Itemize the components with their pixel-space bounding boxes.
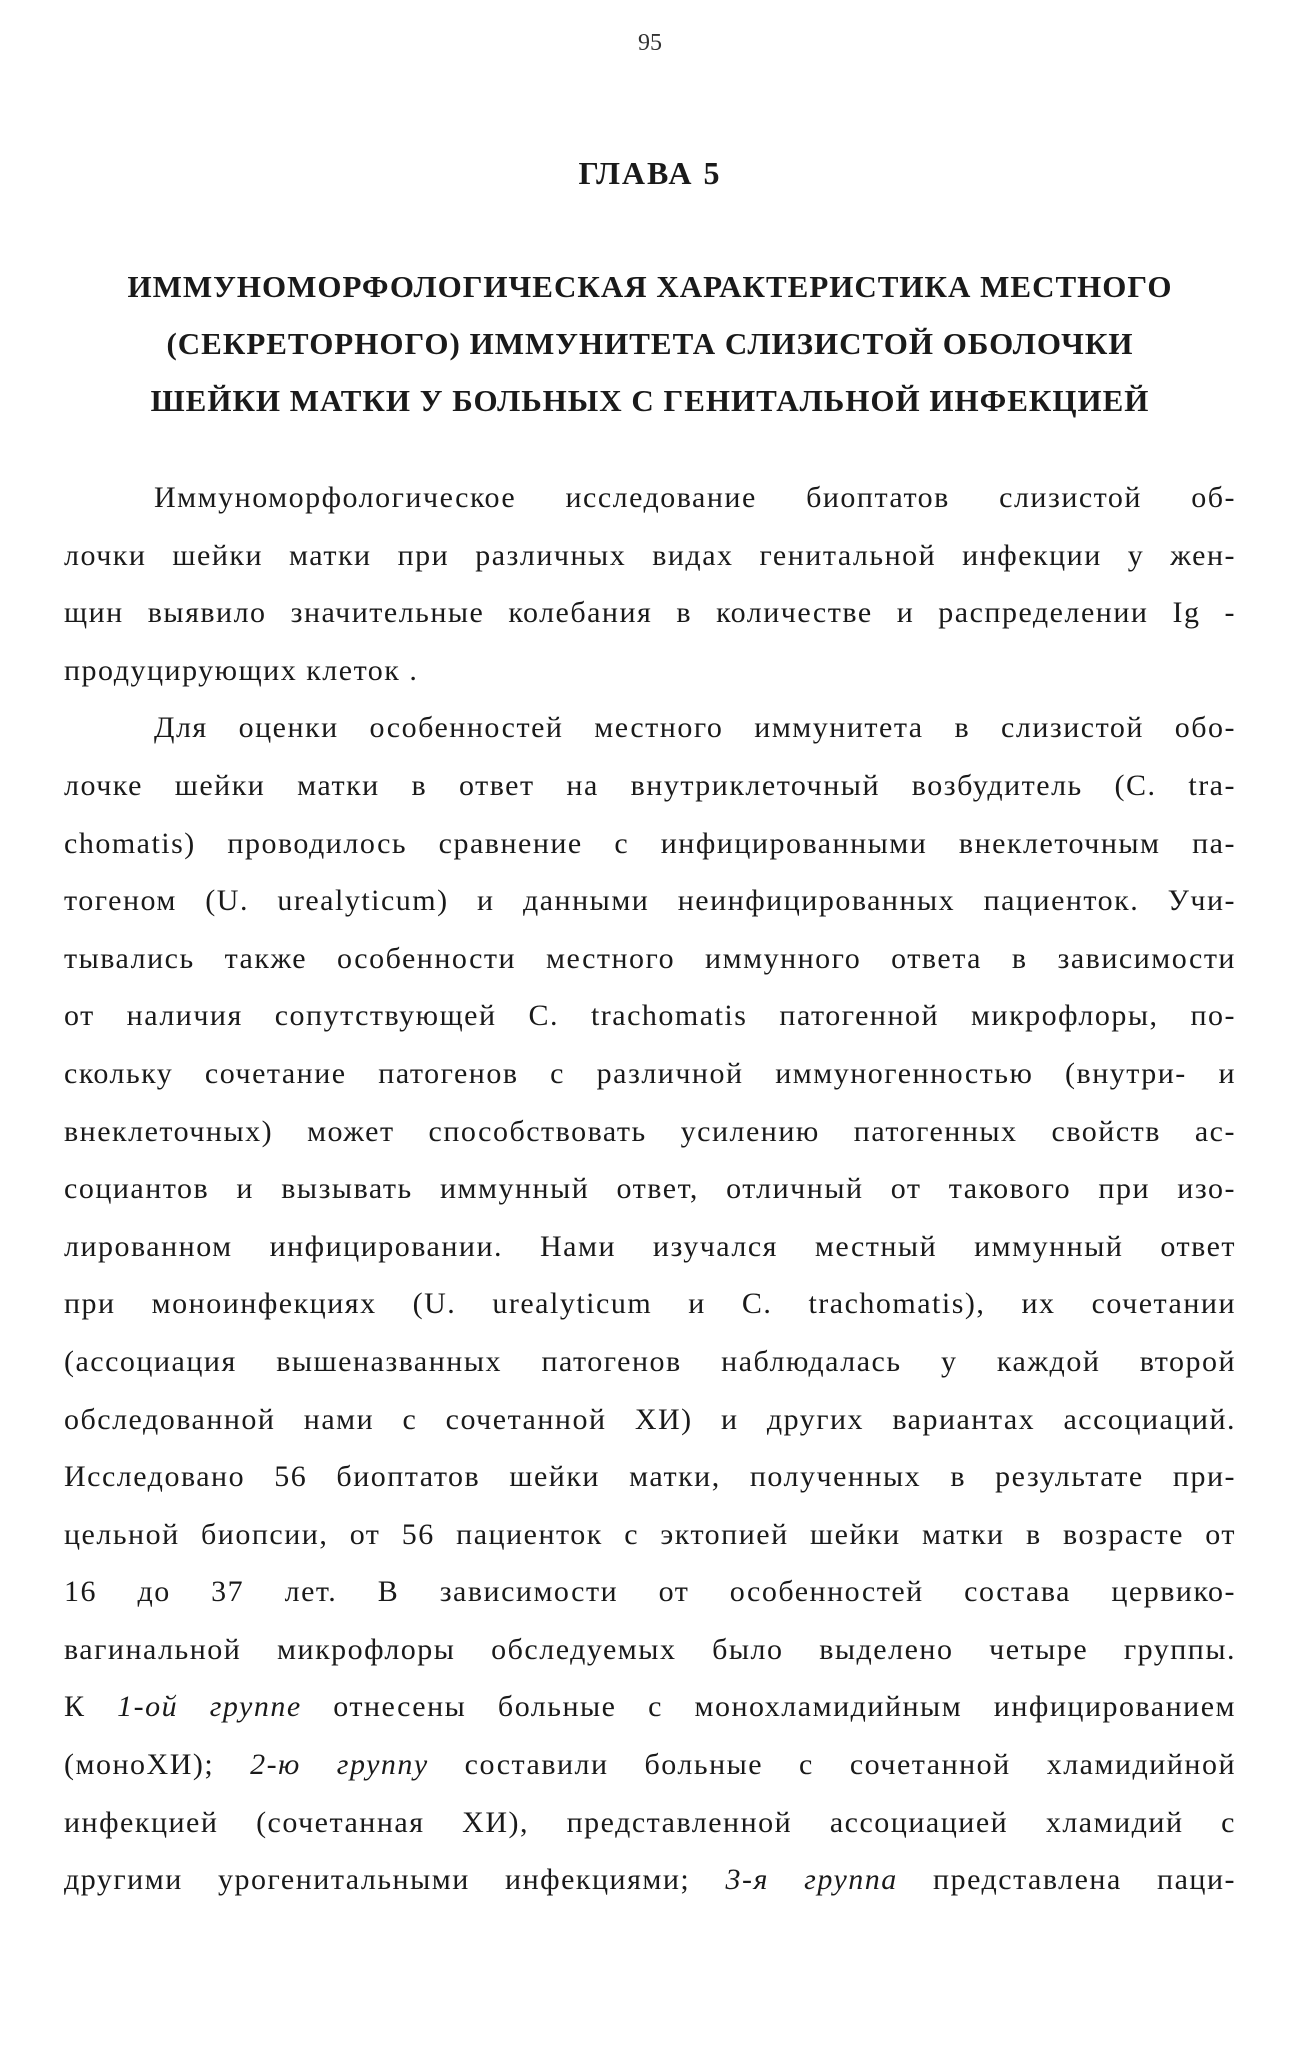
body-line: вагинальной микрофлоры обследуемых было выделено четыре группы. xyxy=(64,1632,1236,1666)
body-line: при моноинфекциях (U. urealyticum и С. trachomatis), их сочетании xyxy=(64,1287,1236,1321)
body-line: социантов и вызывать иммунный ответ, отличный от такового при изо- xyxy=(64,1172,1236,1206)
line-text: другими урогенитальными инфекциями; xyxy=(64,1863,726,1897)
body-line: (ассоциация вышеназванных патогенов наблюдалась у каждой второй xyxy=(64,1344,1236,1378)
body-line: инфекцией (сочетанная ХИ), представленной ассоциацией хламидий с xyxy=(64,1805,1236,1839)
italic-group-label: 2-ю группу xyxy=(250,1748,429,1782)
line-text: К xyxy=(64,1690,118,1724)
body-line xyxy=(64,1851,1236,1909)
body-line: chomatis) проводилось сравнение с инфицированными внеклеточным па- xyxy=(64,826,1236,860)
line-text: составили больные с сочетанной хламидийной xyxy=(428,1748,1236,1782)
body-line xyxy=(64,1678,1236,1736)
body-line: Иммуноморфологическое исследование биоптатов слизистой об- xyxy=(154,481,1236,514)
chapter-heading: ГЛАВА 5 xyxy=(578,155,722,191)
body-line: цельной биопсии, от 56 пациенток с эктопией шейки матки в возрасте от xyxy=(64,1517,1236,1551)
body-line xyxy=(64,1736,1236,1794)
body-line: продуцирующих клеток . xyxy=(64,653,419,687)
body-line: Исследовано 56 биоптатов шейки матки, полученных в результате при- xyxy=(64,1460,1236,1494)
body-line: щин выявило значительные колебания в количестве и распределении Ig - xyxy=(64,596,1236,630)
body-line: тогеном (U. urealyticum) и данными неинфицированных пациенток. Учи- xyxy=(64,884,1236,918)
line-text: отнесены больные с монохламидийным инфицированием xyxy=(301,1690,1237,1724)
title-line: (СЕКРЕТОРНОГО) ИММУНИТЕТА СЛИЗИСТОЙ ОБОЛОЧКИ xyxy=(166,326,1134,361)
page-number: 95 xyxy=(638,30,662,56)
body-line: 16 до 37 лет. В зависимости от особенностей состава цервико- xyxy=(64,1575,1236,1609)
body-line: лочки шейки матки при различных видах генитальной инфекции у жен- xyxy=(64,538,1236,572)
line-text: (моноХИ); xyxy=(64,1748,251,1782)
body-line: Для оценки особенностей местного иммунитета в слизистой обо- xyxy=(154,711,1236,745)
line-text: представлена паци- xyxy=(897,1863,1236,1897)
body-line: лированном инфицировании. Нами изучался местный иммунный ответ xyxy=(64,1229,1236,1263)
body-line: лочке шейки матки в ответ на внутриклеточный возбудитель (С. tra- xyxy=(64,768,1236,802)
italic-group-label: 3-я группа xyxy=(725,1863,898,1897)
body-line: от наличия сопутствующей С. trachomatis патогенной микрофлоры, по- xyxy=(64,999,1236,1033)
chapter-title xyxy=(60,258,1240,429)
body-line: скольку сочетание патогенов с различной иммуногенностью (внутри- и xyxy=(64,1056,1236,1090)
body-line: внеклеточных) может способствовать усилению патогенных свойств ас- xyxy=(64,1114,1236,1148)
title-line: ШЕЙКИ МАТКИ У БОЛЬНЫХ С ГЕНИТАЛЬНОЙ ИНФЕКЦИЕЙ xyxy=(150,383,1150,418)
title-line: ИММУНОМОРФОЛОГИЧЕСКАЯ ХАРАКТЕРИСТИКА МЕСТНОГО xyxy=(127,269,1173,304)
body-text xyxy=(64,469,1236,1909)
body-line: обследованной нами с сочетанной ХИ) и других вариантах ассоциаций. xyxy=(64,1402,1236,1436)
italic-group-label: 1-ой группе xyxy=(117,1690,302,1724)
body-line: тывались также особенности местного иммунного ответа в зависимости xyxy=(64,941,1236,975)
